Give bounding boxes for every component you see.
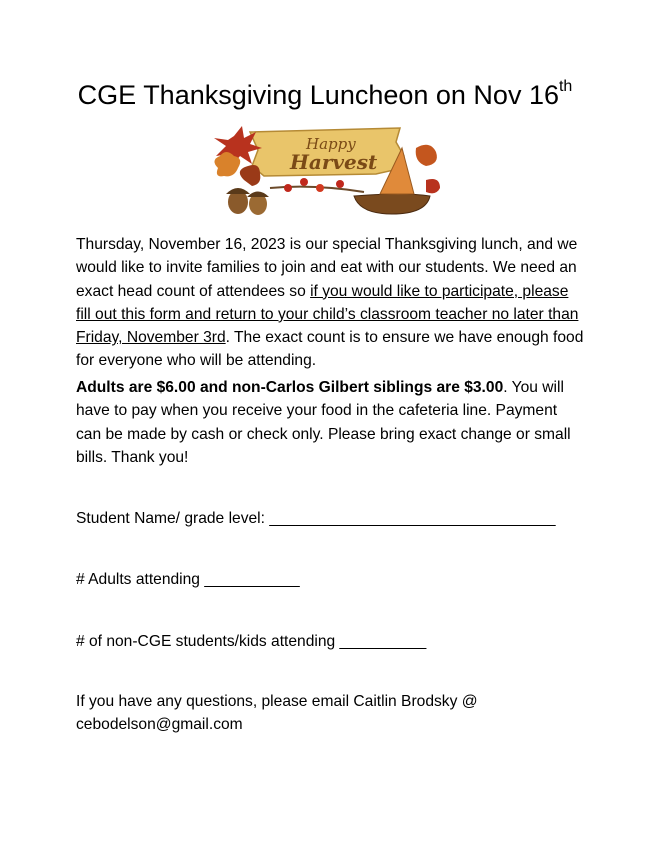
berry-icon bbox=[336, 180, 344, 188]
student-name-blank[interactable]: _________________________________ bbox=[269, 510, 556, 527]
pricing-details: . You will have to pay when you receive your food in the cafeteria line. Payment can be made by cash or check only. Please bring exact change or small bills. Thank you! bbox=[76, 379, 571, 466]
intro-closing: . The exact count is to ensure we have enough food for everyone who will be attending. bbox=[76, 329, 584, 370]
leaf-icon bbox=[240, 165, 261, 186]
leaf-icon bbox=[426, 179, 440, 193]
intro-paragraph bbox=[76, 233, 586, 373]
student-name-field[interactable] bbox=[76, 507, 556, 530]
pricing-paragraph bbox=[76, 376, 586, 469]
page-title bbox=[0, 80, 650, 111]
walnut-shell-icon bbox=[354, 194, 430, 214]
acorn-icon bbox=[247, 192, 269, 216]
adults-attending-field[interactable] bbox=[76, 568, 300, 591]
contact-info: If you have any questions, please email Caitlin Brodsky @ cebodelson@gmail.com bbox=[76, 693, 478, 734]
adults-attending-blank[interactable]: ___________ bbox=[204, 571, 300, 588]
kids-attending-blank[interactable]: __________ bbox=[339, 633, 427, 650]
title-superscript: th bbox=[558, 78, 573, 95]
intro-text: Thursday, November 16, 2023 is our special Thanksgiving lunch, and we would like to invite families to join and eat with our students. We need an exact head count of attendees so bbox=[76, 236, 578, 300]
adults-attending-label: # Adults attending bbox=[76, 571, 205, 588]
happy-harvest-banner bbox=[204, 122, 444, 218]
kids-attending-label: # of non-CGE students/kids attending bbox=[76, 633, 340, 650]
banner-text-happy: Happy bbox=[306, 135, 356, 153]
berry-icon bbox=[284, 184, 292, 192]
kids-attending-field[interactable] bbox=[76, 630, 426, 653]
student-name-label: Student Name/ grade level: bbox=[76, 510, 270, 527]
title-text: CGE Thanksgiving Luncheon on Nov 16 bbox=[77, 80, 559, 110]
leaf-icon bbox=[416, 145, 437, 166]
banner-text-harvest: Harvest bbox=[290, 150, 378, 174]
deadline-instructions: if you would like to participate, please fill out this form and return to your child’s classroom teacher no later than Friday, November 3rd bbox=[76, 282, 579, 347]
pricing-bold: Adults are $6.00 and non-Carlos Gilbert siblings are $3.00 bbox=[76, 379, 504, 396]
berry-icon bbox=[316, 184, 324, 192]
acorn-icon bbox=[226, 188, 250, 214]
berry-icon bbox=[300, 178, 308, 186]
